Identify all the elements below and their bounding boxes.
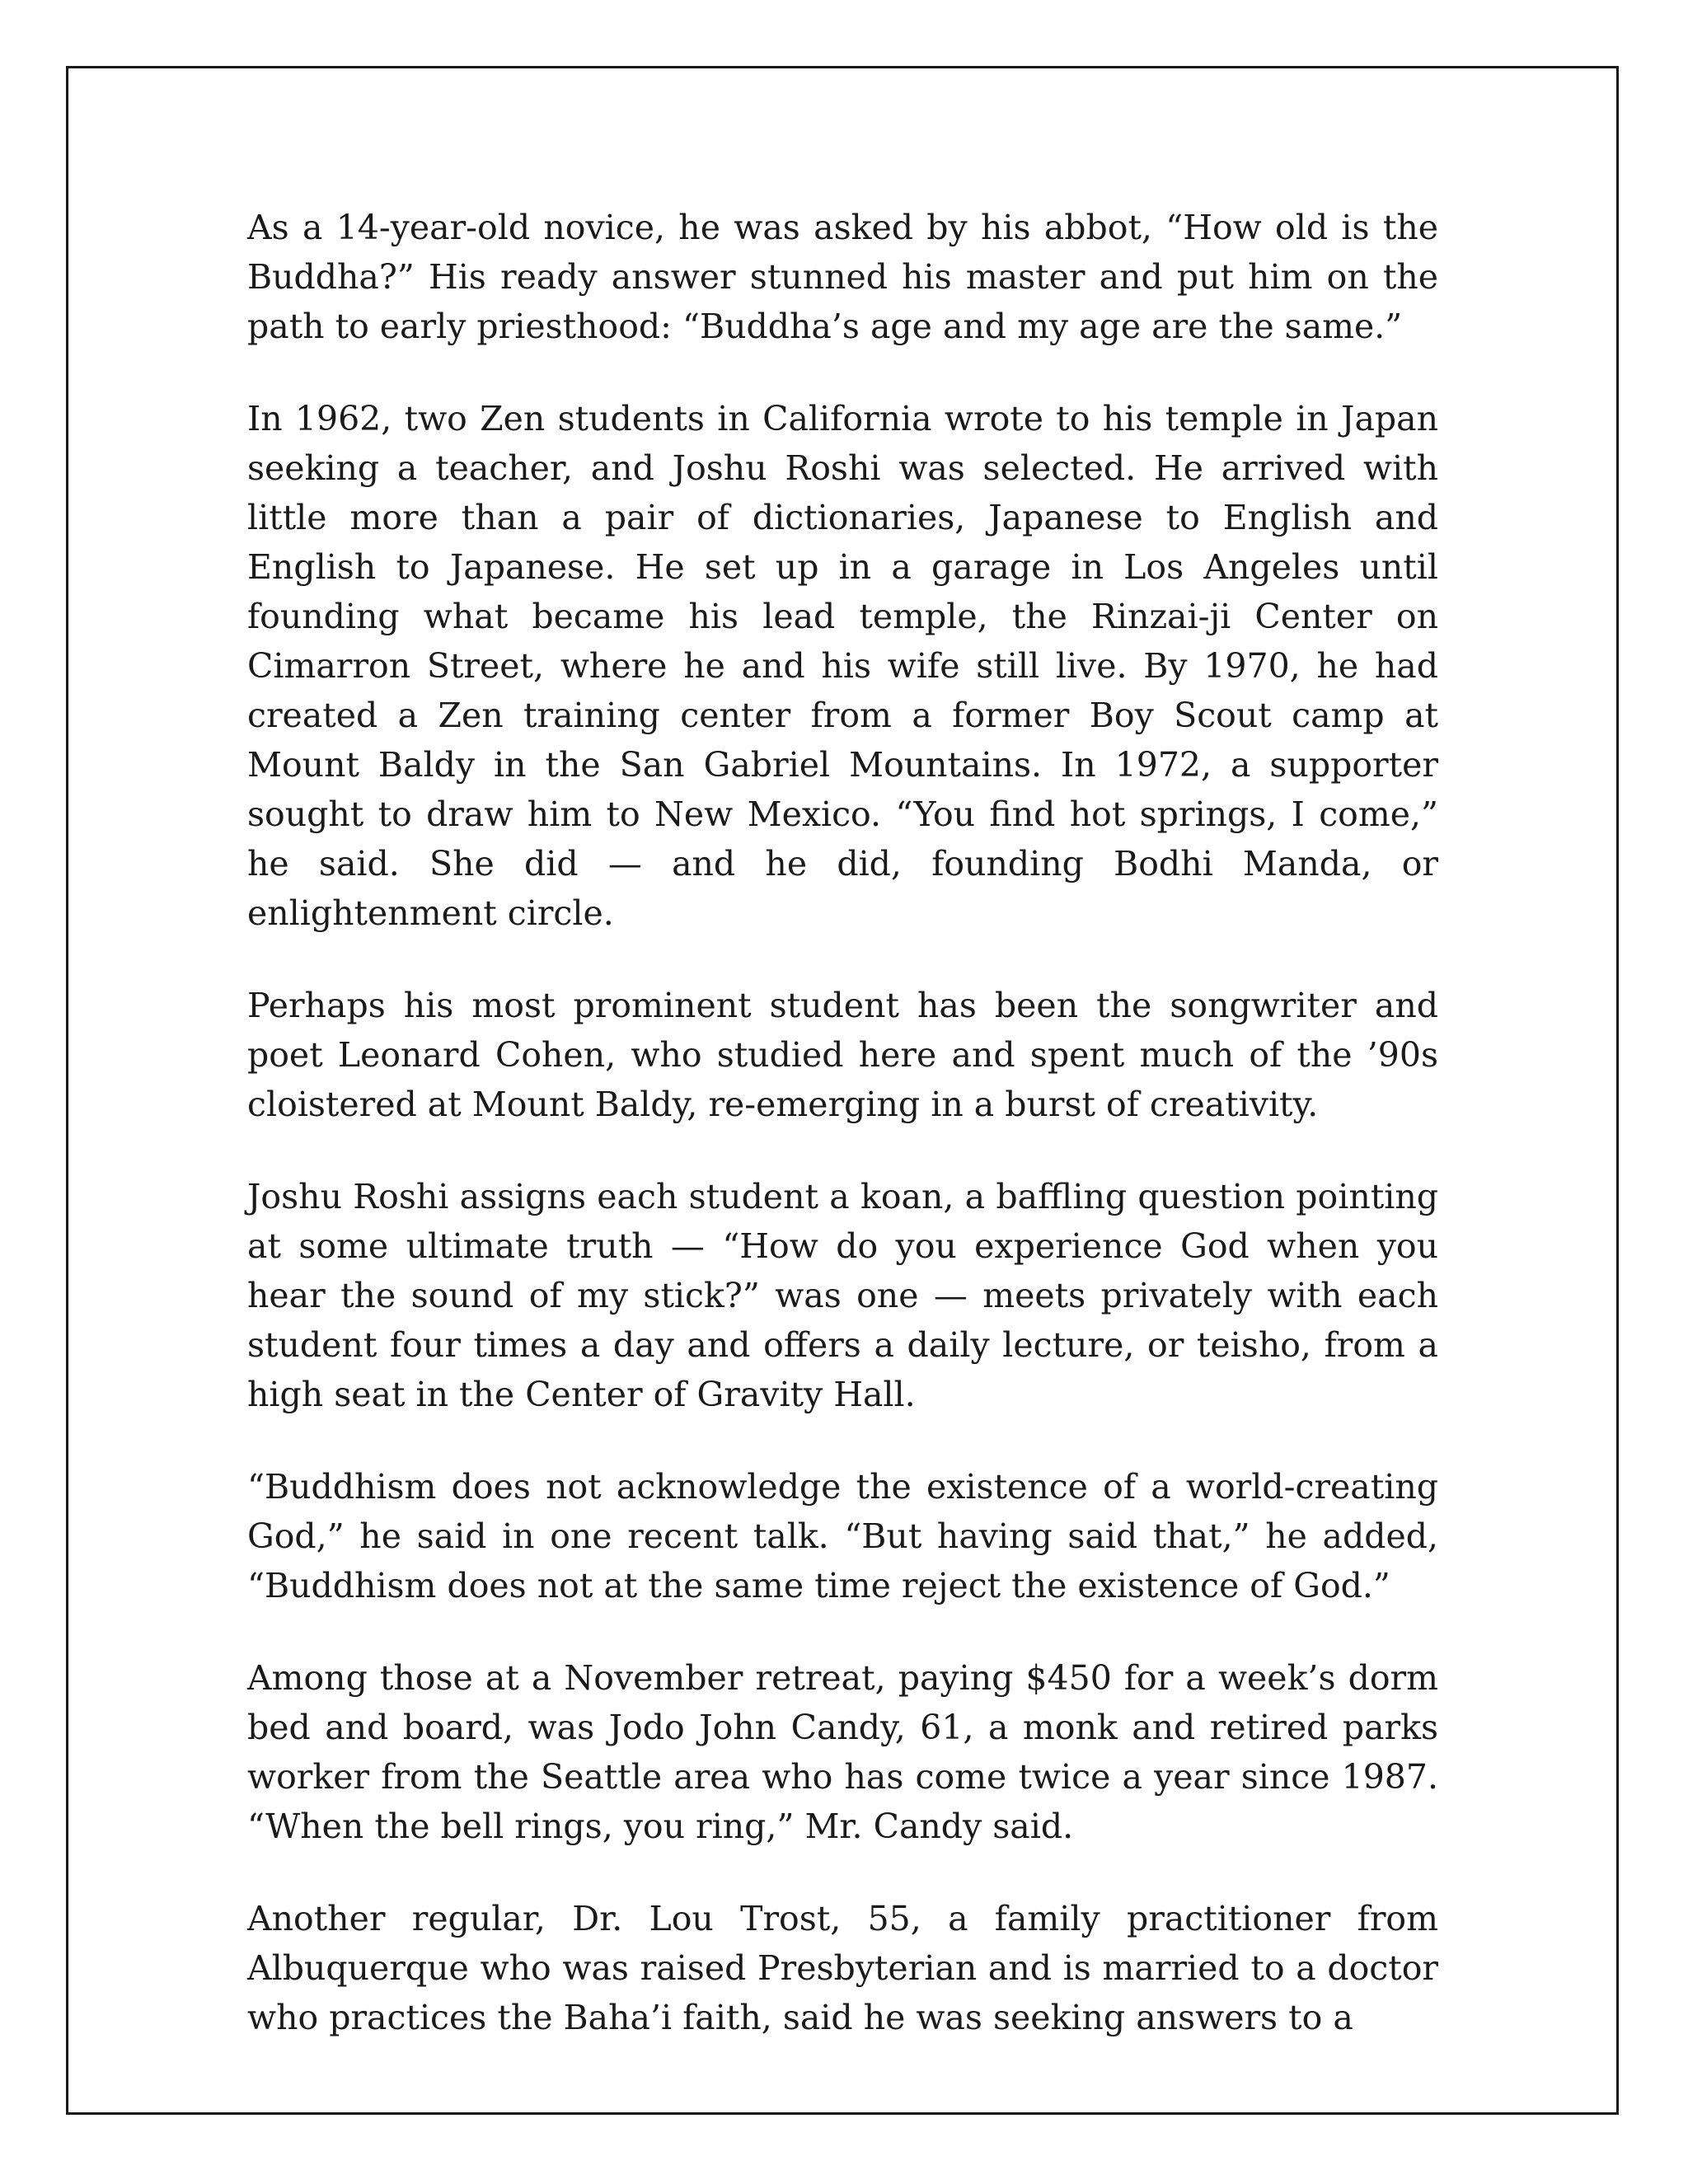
paragraph-buddhism-god: “Buddhism does not acknowledge the existence of a world-creating God,” he said in one recent talk. “But having said that,” he added, “Buddhism does not at the same time reject the existence of God.” [247, 1467, 1438, 1605]
paragraph-koan-practice: Joshu Roshi assigns each student a koan, a baffling question pointing at some ultimate truth — “How do you experience God when you hear the sound of my stick?” was one — meets privately with each student four times a day and offers a daily lecture, or teisho, from a high seat in the Center of Gravity Hall. [247, 1177, 1438, 1414]
paragraph-november-retreat: Among those at a November retreat, paying $450 for a week’s dorm bed and board, was Jodo John Candy, 61, a monk and retired parks worker from the Seattle area who has come twice a year since 1987. “When the bell rings, you ring,” Mr. Candy said. [247, 1658, 1438, 1846]
paragraph-dr-lou-trost: Another regular, Dr. Lou Trost, 55, a family practitioner from Albuquerque who was raised Presbyterian and is married to a doctor who practices the Baha’i faith, said he was seeking answers to a [247, 1899, 1438, 2037]
paragraph-leonard-cohen: Perhaps his most prominent student has been the songwriter and poet Leonard Cohen, who studied here and spent much of the ’90s cloistered at Mount Baldy, re-emerging in a burst of creativity. [247, 986, 1438, 1124]
article-body [247, 203, 1438, 2042]
paragraph-novice-answer: As a 14-year-old novice, he was asked by his abbot, “How old is the Buddha?” His ready answer stunned his master and put him on the path to early priesthood: “Buddha’s age and my age are the same.” [247, 208, 1438, 346]
paragraph-arrival-history: In 1962, two Zen students in California wrote to his temple in Japan seeking a teacher, and Joshu Roshi was selected. He arrived with little more than a pair of dictionaries, Japanese to English and English to Japanese. He set up in a garage in Los Angeles until founding what became his lead temple, the Rinzai-ji Center on Cimarron Street, where he and his wife still live. By 1970, he had created a Zen training center from a former Boy Scout camp at Mount Baldy in the San Gabriel Mountains. In 1972, a supporter sought to draw him to New Mexico. “You find hot springs, I come,” he said. She did — and he did, founding Bodhi Manda, or enlightenment circle. [247, 399, 1438, 933]
